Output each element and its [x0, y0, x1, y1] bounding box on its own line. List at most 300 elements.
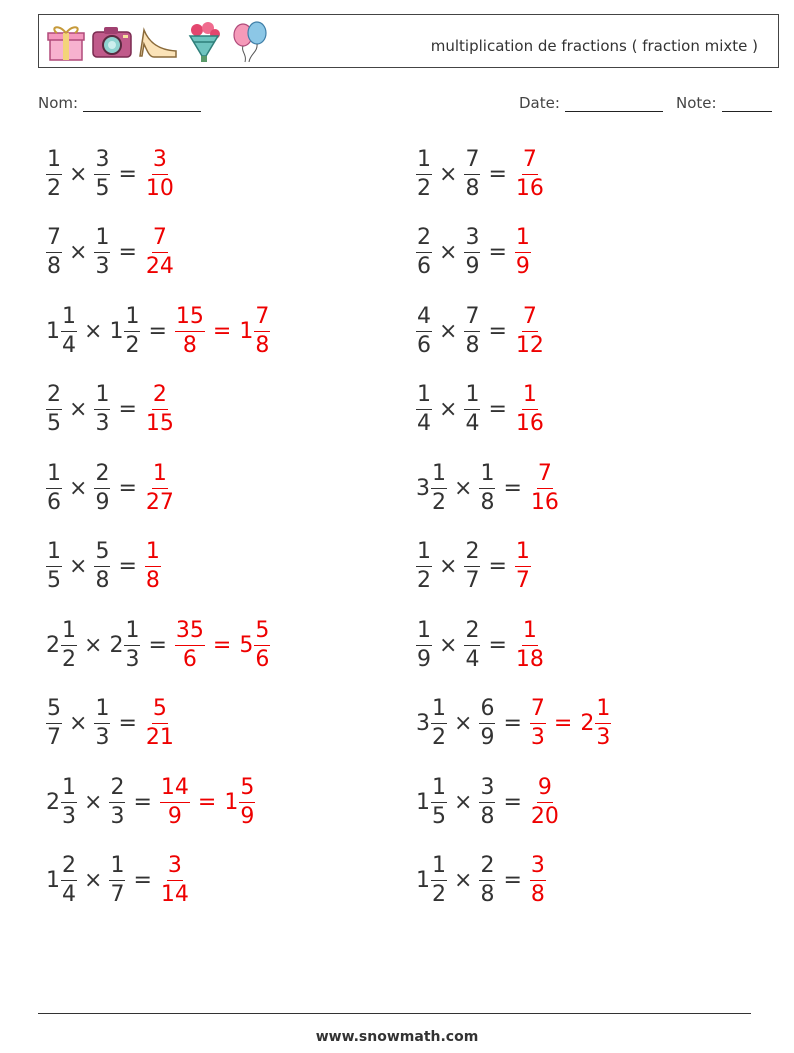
factor-b-denominator: 4: [465, 411, 480, 436]
factor-b-fraction: [464, 146, 480, 201]
factor-a-numerator: 1: [416, 384, 432, 410]
answer: [515, 384, 545, 435]
factor-a-whole: 1: [46, 868, 60, 893]
equals-sign: =: [118, 397, 137, 422]
factor-a-fraction: [46, 541, 62, 592]
factor-a-numerator: 1: [431, 463, 447, 489]
answer-fraction: [145, 460, 175, 515]
answer-mixed-number: [530, 774, 560, 829]
answer-fraction: [175, 303, 205, 358]
answer-numerator: 35: [175, 620, 205, 646]
factor-a-numerator: 1: [431, 698, 447, 724]
factor-b-fraction: [479, 698, 495, 749]
equals-sign: =: [148, 318, 167, 344]
answer-numerator: 3: [530, 855, 546, 881]
factor-b-denominator: 8: [480, 489, 495, 515]
answer-numerator: 1: [522, 620, 538, 646]
factor-a-denominator: 6: [417, 332, 431, 358]
factor-a-fraction: [46, 227, 62, 278]
factor-a-mixed-number: [416, 541, 432, 592]
answer-denominator: 9: [240, 803, 255, 829]
factor-b-numerator: 2: [94, 463, 110, 489]
factor-b-numerator: 3: [479, 777, 495, 803]
answer-fraction: [530, 460, 560, 515]
factor-a-mixed-number: [416, 227, 432, 278]
answer-fraction: [239, 774, 255, 829]
problem-item: [416, 613, 545, 677]
equals-sign: =: [133, 868, 152, 893]
factor-b-denominator: 9: [480, 725, 495, 750]
answer: [515, 227, 531, 278]
answer: [530, 774, 560, 829]
problem-item: [46, 613, 270, 677]
factor-a-fraction: [46, 146, 62, 201]
answer-denominator: 9: [167, 803, 182, 829]
equals-sign: =: [503, 711, 522, 736]
factor-a-numerator: 1: [416, 149, 432, 175]
problem-item: [46, 849, 190, 913]
factor-b-numerator: 1: [124, 306, 140, 332]
answer-numerator: 7: [254, 306, 270, 332]
answer: [530, 460, 560, 515]
factor-a-mixed-number: [46, 698, 62, 749]
factor-b-denominator: 8: [95, 568, 110, 593]
answer-numerator: 7: [537, 463, 553, 489]
factor-b-numerator: 2: [479, 855, 495, 881]
factor-b-mixed-number: [94, 698, 110, 749]
problem-item: [46, 456, 175, 520]
times-sign: ×: [84, 632, 103, 658]
factor-a-numerator: 1: [431, 855, 447, 881]
factor-a-fraction: [416, 541, 432, 592]
answer-numerator: 1: [595, 698, 611, 724]
answer-fraction: [530, 774, 560, 829]
problem-item: [416, 849, 546, 913]
equals-sign: =: [148, 632, 167, 658]
answer-mixed-number: [239, 303, 270, 358]
factor-b-denominator: 9: [95, 489, 110, 515]
factor-a-denominator: 9: [417, 646, 431, 672]
factor-b-denominator: 3: [95, 411, 110, 436]
factor-a-numerator: 1: [431, 777, 447, 803]
factor-b-numerator: 1: [479, 463, 495, 489]
equals-sign: =: [503, 868, 522, 893]
grade-label: Note:: [676, 94, 717, 112]
factor-b-mixed-number: [94, 227, 110, 278]
equals-sign: =: [118, 161, 137, 187]
equals-sign: =: [488, 161, 507, 187]
factor-a-mixed-number: [416, 698, 447, 749]
answer: [145, 698, 175, 749]
factor-a-denominator: 5: [47, 568, 61, 593]
factor-b-whole: 1: [109, 318, 124, 344]
answer-numerator: 5: [239, 777, 255, 803]
answer-fraction: [145, 146, 175, 201]
times-sign: ×: [84, 318, 103, 344]
factor-a-whole: 2: [46, 632, 60, 658]
factor-b-fraction: [94, 698, 110, 749]
factor-a-mixed-number: [416, 617, 432, 672]
answer: [515, 617, 545, 672]
problem-item: [416, 221, 531, 285]
answer-denominator: 27: [145, 489, 174, 515]
times-sign: ×: [439, 161, 458, 187]
factor-a-whole: 1: [416, 789, 430, 815]
answer: [530, 698, 611, 749]
answer-numerator: 3: [167, 855, 183, 881]
factor-b-denominator: 9: [465, 254, 480, 279]
factor-b-numerator: 1: [109, 855, 125, 881]
answer-whole: 2: [580, 711, 595, 736]
answer-numerator: 7: [530, 698, 546, 724]
factor-a-numerator: 1: [46, 463, 62, 489]
factor-a-mixed-number: [416, 146, 432, 201]
equals-sign: =: [118, 711, 137, 736]
factor-b-mixed-number: [479, 855, 495, 906]
answer-mixed-number: [515, 146, 545, 201]
answer-mixed-number: [160, 855, 190, 906]
factor-b-mixed-number: [479, 460, 495, 515]
factor-a-denominator: 3: [62, 803, 76, 829]
equals-sign: =: [133, 789, 152, 815]
answer-fraction: [515, 146, 545, 201]
factor-a-whole: 1: [416, 868, 430, 893]
problem-item: [416, 378, 545, 442]
name-label: Nom:: [38, 94, 79, 112]
factor-b-fraction: [464, 227, 480, 278]
factor-a-numerator: 1: [61, 306, 77, 332]
factor-b-denominator: 8: [480, 803, 495, 829]
factor-a-mixed-number: [416, 303, 432, 358]
answer-denominator: 9: [515, 254, 530, 279]
answer-denominator: 16: [515, 411, 544, 436]
factor-a-numerator: 1: [46, 149, 62, 175]
factor-a-whole: 1: [46, 318, 60, 344]
date-label: Date:: [519, 94, 560, 112]
answer-numerator: 1: [522, 384, 538, 410]
factor-a-numerator: 2: [46, 384, 62, 410]
answer-numerator: 5: [152, 698, 168, 724]
factor-a-fraction: [46, 384, 62, 435]
problem-item: [416, 299, 545, 363]
answer-whole: 5: [239, 632, 254, 658]
factor-b-mixed-number: [464, 303, 480, 358]
factor-a-denominator: 4: [62, 882, 76, 907]
times-sign: ×: [439, 318, 458, 344]
problem-item: [46, 535, 161, 599]
factor-a-denominator: 2: [432, 882, 446, 907]
answer-fraction: [145, 384, 175, 435]
answer-mixed-number: [239, 617, 270, 672]
factor-a-denominator: 2: [432, 725, 446, 750]
answer-denominator: 12: [515, 332, 544, 358]
factor-b-denominator: 5: [95, 175, 110, 201]
answer: [145, 384, 175, 435]
answer-fraction: [515, 303, 545, 358]
factor-b-numerator: 1: [94, 698, 110, 724]
answer-mixed-number: [515, 541, 531, 592]
factor-a-fraction: [416, 384, 432, 435]
answer-denominator: 8: [182, 332, 197, 358]
factor-a-numerator: 1: [416, 620, 432, 646]
factor-b-fraction: [464, 617, 480, 672]
factor-a-mixed-number: [46, 855, 77, 906]
factor-a-numerator: 1: [46, 541, 62, 567]
factor-a-denominator: 8: [47, 254, 61, 279]
factor-b-numerator: 2: [109, 777, 125, 803]
factor-a-denominator: 2: [432, 489, 446, 515]
factor-a-fraction: [61, 855, 77, 906]
factor-b-fraction: [94, 146, 110, 201]
factor-a-denominator: 5: [47, 411, 61, 436]
factor-b-denominator: 3: [95, 254, 110, 279]
factor-a-denominator: 7: [47, 725, 61, 750]
factor-a-denominator: 5: [432, 803, 446, 829]
answer: [530, 855, 546, 906]
factor-b-fraction: [124, 303, 140, 358]
answer-denominator: 6: [255, 646, 270, 672]
problem-item: [46, 770, 255, 834]
factor-a-mixed-number: [46, 617, 77, 672]
factor-b-numerator: 2: [464, 541, 480, 567]
factor-a-numerator: 1: [61, 777, 77, 803]
factor-a-mixed-number: [416, 384, 432, 435]
factor-b-mixed-number: [94, 460, 110, 515]
times-sign: ×: [439, 240, 458, 265]
answer-mixed-number: [175, 303, 205, 358]
factor-a-mixed-number: [46, 303, 77, 358]
factor-b-mixed-number: [464, 227, 480, 278]
factor-a-fraction: [46, 698, 62, 749]
equals-sign: =: [118, 554, 137, 579]
factor-b-denominator: 8: [465, 175, 480, 201]
equals-sign: =: [488, 554, 507, 579]
problem-item: [46, 378, 175, 442]
factor-b-denominator: 8: [465, 332, 480, 358]
answer: [175, 303, 270, 358]
factor-b-mixed-number: [464, 384, 480, 435]
factor-a-numerator: 7: [46, 227, 62, 253]
factor-a-numerator: 1: [416, 541, 432, 567]
equals-sign: =: [118, 475, 137, 501]
factor-a-mixed-number: [46, 460, 62, 515]
answer-denominator: 15: [145, 411, 174, 436]
answer-fraction: [145, 698, 175, 749]
problem-item: [46, 142, 175, 206]
equals-sign: =: [503, 475, 522, 501]
answer-mixed-number: [145, 227, 175, 278]
answer-fraction: [530, 855, 546, 906]
answer-whole: 1: [239, 318, 254, 344]
factor-b-numerator: 3: [464, 227, 480, 253]
times-sign: ×: [69, 711, 88, 736]
answer-mixed-number: [515, 227, 531, 278]
problem-item: [416, 456, 560, 520]
answer-mixed-number: [515, 384, 545, 435]
factor-b-mixed-number: [94, 384, 110, 435]
answer-denominator: 8: [255, 332, 270, 358]
factor-b-whole: 2: [109, 632, 124, 658]
answer-denominator: 10: [145, 175, 174, 201]
equals-sign: =: [503, 789, 522, 815]
answer-mixed-number: [145, 460, 175, 515]
times-sign: ×: [439, 554, 458, 579]
answer-denominator: 6: [182, 646, 197, 672]
factor-b-mixed-number: [94, 146, 110, 201]
factor-a-fraction: [416, 617, 432, 672]
answer-denominator: 16: [530, 489, 559, 515]
times-sign: ×: [454, 475, 473, 501]
factor-a-mixed-number: [46, 774, 77, 829]
problem-item: [416, 142, 545, 206]
factor-a-mixed-number: [46, 227, 62, 278]
factor-b-numerator: 7: [464, 149, 480, 175]
answer-mixed-number: [580, 698, 611, 749]
factor-b-fraction: [94, 541, 110, 592]
factor-b-numerator: 7: [464, 306, 480, 332]
factor-b-denominator: 3: [110, 803, 125, 829]
factor-b-numerator: 1: [124, 620, 140, 646]
problem-item: [416, 770, 560, 834]
problem-item: [46, 299, 270, 363]
factor-a-fraction: [431, 774, 447, 829]
problem-item: [46, 221, 175, 285]
factor-b-mixed-number: [109, 855, 125, 906]
times-sign: ×: [69, 397, 88, 422]
answer-numerator: 15: [175, 306, 205, 332]
answer-fraction: [515, 541, 531, 592]
factor-a-mixed-number: [46, 384, 62, 435]
problem-item: [416, 692, 611, 756]
factor-a-fraction: [61, 617, 77, 672]
answer: [160, 855, 190, 906]
answer-mixed-number: [515, 617, 545, 672]
factor-a-whole: 2: [46, 789, 60, 815]
answer-mixed-number: [530, 698, 546, 749]
factor-a-denominator: 2: [62, 646, 76, 672]
answer-denominator: 24: [145, 254, 174, 279]
answer-numerator: 9: [537, 777, 553, 803]
answer-denominator: 8: [145, 568, 160, 593]
answer-mixed-number: [530, 460, 560, 515]
answer-equals-sign: =: [212, 632, 232, 658]
answer-denominator: 18: [515, 646, 544, 672]
times-sign: ×: [454, 711, 473, 736]
answer-numerator: 1: [145, 541, 161, 567]
answer-fraction: [515, 617, 545, 672]
answer-numerator: 7: [522, 149, 538, 175]
footer-divider: [38, 1013, 751, 1014]
factor-b-denominator: 3: [125, 646, 140, 672]
answer-fraction: [160, 855, 190, 906]
answer-numerator: 7: [152, 227, 168, 253]
factor-b-denominator: 2: [125, 332, 140, 358]
factor-b-numerator: 1: [464, 384, 480, 410]
factor-a-fraction: [46, 460, 62, 515]
factor-b-denominator: 4: [465, 646, 480, 672]
factor-a-fraction: [416, 146, 432, 201]
equals-sign: =: [118, 240, 137, 265]
answer-numerator: 14: [160, 777, 190, 803]
factor-a-numerator: 1: [61, 620, 77, 646]
factor-b-numerator: 1: [94, 227, 110, 253]
factor-a-numerator: 2: [61, 855, 77, 881]
answer-fraction: [254, 617, 270, 672]
factor-b-numerator: 6: [479, 698, 495, 724]
factor-b-fraction: [479, 774, 495, 829]
factor-b-fraction: [464, 541, 480, 592]
factor-b-mixed-number: [109, 774, 125, 829]
factor-b-denominator: 8: [480, 882, 495, 907]
answer-fraction: [515, 384, 545, 435]
factor-a-fraction: [431, 855, 447, 906]
answer-numerator: 5: [254, 620, 270, 646]
times-sign: ×: [69, 554, 88, 579]
times-sign: ×: [69, 161, 88, 187]
answer-numerator: 3: [152, 149, 168, 175]
factor-a-denominator: 6: [47, 489, 61, 515]
factor-a-whole: 3: [416, 711, 430, 736]
factor-a-mixed-number: [416, 855, 447, 906]
answer: [145, 460, 175, 515]
factor-b-denominator: 3: [95, 725, 110, 750]
answer-mixed-number: [145, 541, 161, 592]
factor-a-fraction: [416, 227, 432, 278]
answer-mixed-number: [145, 698, 175, 749]
answer-denominator: 8: [530, 882, 545, 907]
answer: [515, 303, 545, 358]
answer-fraction: [530, 698, 546, 749]
times-sign: ×: [69, 240, 88, 265]
factor-b-fraction: [94, 227, 110, 278]
factor-a-denominator: 6: [417, 254, 431, 279]
factor-a-fraction: [61, 774, 77, 829]
factor-a-mixed-number: [46, 146, 62, 201]
factor-a-mixed-number: [416, 460, 447, 515]
factor-b-fraction: [479, 460, 495, 515]
factor-b-fraction: [464, 384, 480, 435]
factor-b-fraction: [109, 774, 125, 829]
answer-numerator: 2: [152, 384, 168, 410]
times-sign: ×: [69, 475, 88, 501]
factor-a-denominator: 2: [417, 568, 431, 593]
answer-numerator: 1: [515, 541, 531, 567]
factor-a-whole: 3: [416, 475, 430, 501]
answer-denominator: 3: [530, 725, 545, 750]
equals-sign: =: [488, 318, 507, 344]
answer-fraction: [145, 541, 161, 592]
answer-mixed-number: [145, 146, 175, 201]
factor-b-numerator: 1: [94, 384, 110, 410]
answer: [515, 541, 531, 592]
factor-a-denominator: 4: [417, 411, 431, 436]
answer-fraction: [175, 617, 205, 672]
answer-denominator: 16: [515, 175, 544, 201]
answer-denominator: 14: [160, 882, 189, 907]
factor-b-numerator: 2: [464, 620, 480, 646]
factor-a-fraction: [431, 460, 447, 515]
answer-equals-sign: =: [212, 318, 232, 344]
times-sign: ×: [454, 868, 473, 893]
factor-a-numerator: 5: [46, 698, 62, 724]
answer-denominator: 21: [145, 725, 174, 750]
answer: [145, 146, 175, 201]
factor-a-fraction: [61, 303, 77, 358]
answer-mixed-number: [224, 774, 255, 829]
answer-fraction: [254, 303, 270, 358]
factor-a-denominator: 2: [47, 175, 61, 201]
factor-b-denominator: 7: [110, 882, 125, 907]
